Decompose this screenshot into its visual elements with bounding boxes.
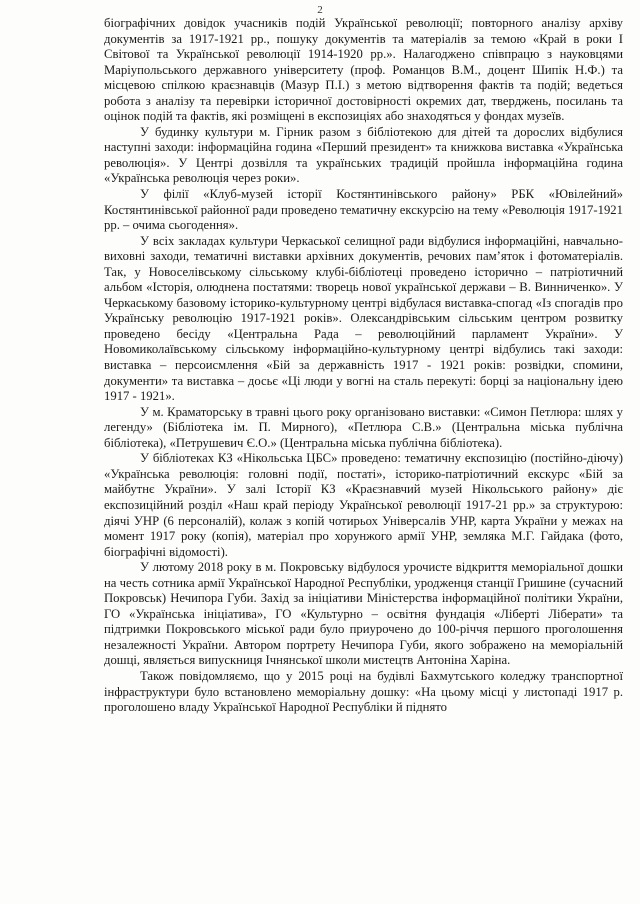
paragraph-8: Також повідомляємо, що у 2015 році на будівлі Бахмутського коледжу транспортної інфраструктури було встановлено меморіальну дошку: «На цьому місці у листопаді 1917 р. проголошено владу Української Народної Республіки й піднято xyxy=(104,668,623,715)
paragraph-7: У лютому 2018 року в м. Покровську відбулося урочисте відкриття меморіальної дошки на честь сотника армії Української Народної Республіки, уродженця станції Гришине (сучасний Покровськ) Нечипора Губи. Захід за ініціативи Міністерства інформаційної політики України, ГО «Українська ініціатива», ГО «Культурно – освітня фундація «Ліберті Ліберати» та підтримки Покровського міської ради було приурочено до 100-річчя першого проголошення незалежності України. Автором портрету Нечипора Губи, якого зображено на меморіальній дошці, являється випускниця Ічнянської школи мистецтв Антоніна Харіна. xyxy=(104,560,623,668)
document-body xyxy=(104,16,623,716)
paragraph-1: біографічних довідок учасників подій Української революції; повторного аналізу архіву документів за 1917-1921 рр., пошуку документів та матеріалів за темою «Край в роки І Світової та Української революції 1914-1920 рр.». Налагоджено співпрацю з науковцями Маріупольського державного університету (проф. Романцов В.М., доцент Шипік Н.Ф.) та місцевою спілкою краєзнавців (Мазур П.І.) з метою відтворення фактів та подій; ведеться робота з аналізу та перевірки історичної достовірності окремих дат, тверджень, посилань та оцінок подій та фактів, які розміщені в експозиціях або знаходяться у фондах музеїв. xyxy=(104,16,623,124)
page-number: 2 xyxy=(317,4,323,16)
paragraph-5: У м. Краматорську в травні цього року організовано виставки: «Симон Петлюра: шлях у легенду» (Бібліотека ім. П. Мирного), «Петлюра С.В.» (Центральна міська публічна бібліотека), «Петрушевич Є.О.» (Центральна міська публічна бібліотека). xyxy=(104,404,623,450)
paragraph-6: У бібліотеках КЗ «Нікольська ЦБС» проведено: тематичну експозицію (постійно-діючу) «Українська революція: головні події, постаті», історико-патріотичний екскурс «Бій за майбутнє України». У залі Історії КЗ «Краєзнавчий музей Нікольського району» діє експозиційний розділ «Наш край періоду Української революції 1917-21 рр.» за структурою: діячі УНР (6 персоналій), колаж з копій чотирьох Універсалів УНР, карта України у межах на момент 1917 року (копія), матеріал про хорунжого армії УНР, земляка М.Г. Гайдака (фото, біографічні відомості). xyxy=(104,451,623,559)
paragraph-4: У всіх закладах культури Черкаської селищної ради відбулися інформаційні, навчально-виховні заходи, тематичні виставки архівних документів, речових пам’яток і фотоматеріалів. Так, у Новоселівському сільському клубі-бібліотеці проведено історично – патріотичний альбом «Історія, олюднена постатями: творець нової української держави – В. Винниченко». У Черкаському базовому історико-культурному центрі відбулася виставка-спогад «Із спогадів про Українську революцію 1917-1921 років». Олександрівським сільським центром розвитку проведено бесіду «Центральна Рада – революційний парламент України». У Новомиколаївському сільському інформаційно-культурному центрі відбулись такі заходи: виставка – персоисмлення «Бій за державність 1917 - 1921 років: розвідки, спомини, документи» та виставка – досьє «Ці люди у вогні на сталь перекуті: борці за національну ідею 1917 - 1921». xyxy=(104,233,623,404)
paragraph-2: У будинку культури м. Гірник разом з бібліотекою для дітей та дорослих відбулися наступні заходи: інформаційна година «Перший президент» та книжкова виставка «Українська революція». У Центрі дозвілля та українських традицій пройшла інформаційна година «Українська революція через роки». xyxy=(104,124,623,186)
paragraph-3: У філії «Клуб-музей історії Костянтинівського району» РБК «Ювілейний» Костянтинівської районної ради проведено тематичну екскурсію на тему «Революція 1917-1921 рр. – очима сьогодення». xyxy=(104,187,623,233)
